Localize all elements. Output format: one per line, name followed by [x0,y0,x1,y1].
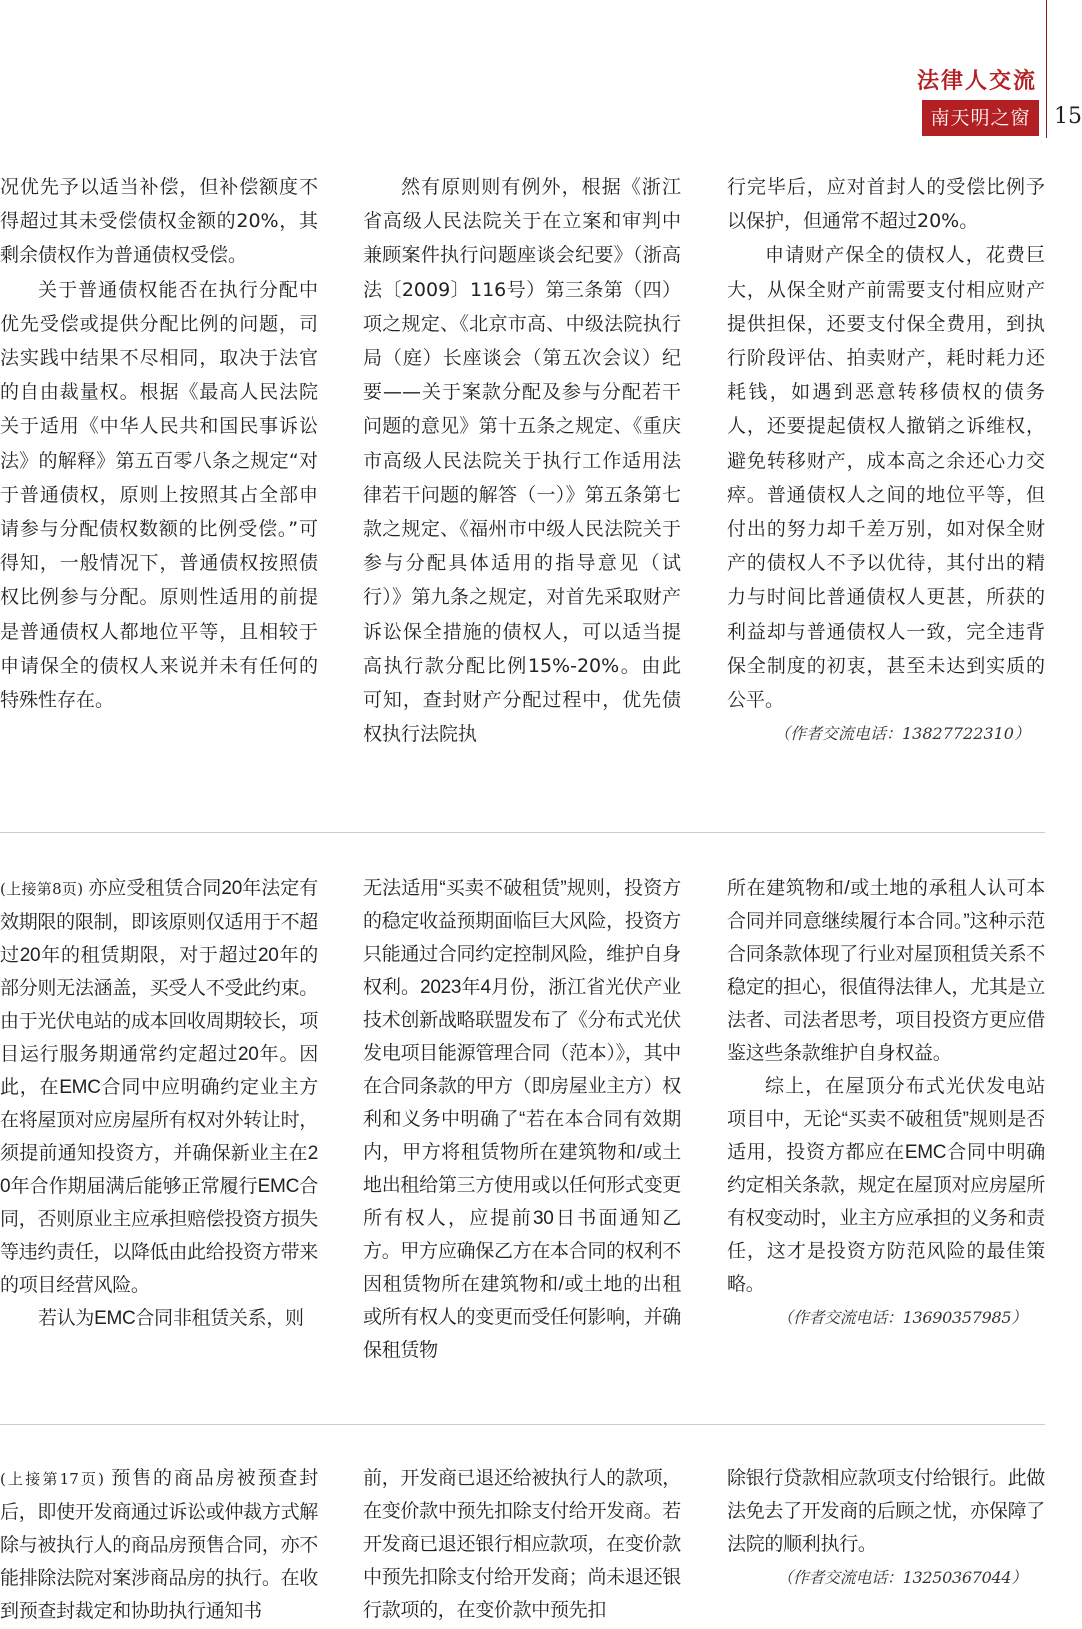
paragraph: 若认为EMC合同非租赁关系，则 [38,1308,304,1329]
paragraph: 申请财产保全的债权人，花费巨大，从保全财产前需要支付相应财产提供担保，还要支付保全费用，到执行阶段评估、拍卖财产，耗时耗力还耗钱，如遇到恶意转移债权的债务人，还要提起债权人撤销之诉维权，避免转移财产，成本高之余还心力交瘁。普通债权人之间的地位平等，但付出的努力却千差万别，如对保全财产的债权人不予以优待，其付出的精力与时间比普通债权人更甚，所获的利益却与普通债权人一致，完全违背保全制度的初衷，甚至未达到实质的公平。 [727,244,1045,712]
paragraph: 关于普通债权能否在执行分配中优先受偿或提供分配比例的问题，司法实践中结果不尽相同，取决于法官的自由裁量权。根据《最高人民法院关于适用《中华人民共和国民事诉讼法》的解释》第五百零八条之规定“对于普通债权，原则上按照其占全部申请参与分配债权数额的比例受偿。”可得知，一般情况下，普通债权按照债权比例参与分配。原则性适用的前提是普通债权人都地位平等，且相较于申请保全的债权人来说并未有任何的特殊性存在。 [0,278,318,712]
paragraph-text: 亦应受租赁合同20年法定有效期限的限制，即该原则仅适用于不超过20年的租赁期限，对于超过20年的部分则无法涵盖，买受人不受此约束。由于光伏电站的成本回收周期较长，项目运行服务期通常约定超过20年。因此，在EMC合同中应明确约定业主方在将屋顶对应房屋所有权对外转让时，须提前通知投资方，并确保新业主在20年合作期届满后能够正常履行EMC合同，否则原业主应承担赔偿投资方损失等违约责任，以降低由此给投资方带来的项目经营风险。 [0,878,318,1296]
author-contact: （作者交流电话：13827722310） [774,724,1030,744]
header-vertical-rule [1046,0,1047,138]
paragraph [0,1462,318,1628]
column-name-badge: 南天明之窗 [922,100,1039,136]
paragraph: 综上，在屋顶分布式光伏发电站项目中，无论“买卖不破租赁”规则是否适用，投资方都应在EMC合同中明确约定相关条款，规定在屋顶对应房屋所有权变动时，业主方应承担的义务和责任，这才是投资方防范风险的最佳策略。 [727,1076,1045,1295]
article-3-column-3 [727,1462,1045,1594]
article-2-column-1 [0,872,318,1335]
continued-from-label: (上接第17页) [0,1470,104,1488]
author-contact: （作者交流电话：13690357985） [777,1308,1027,1327]
article-divider [0,832,1045,833]
article-1-column-2 [363,170,681,751]
paragraph [0,872,318,1302]
article-divider [0,1424,1045,1425]
article-1-column-3 [727,170,1045,751]
paragraph: 前，开发商已退还给被执行人的款项，在变价款中预先扣除支付给开发商。若开发商已退还银行相应款项，在变价款中预先扣除支付给开发商；尚未退还银行款项的，在变价款中预先扣 [363,1468,681,1621]
paragraph: 行完毕后，应对首封人的受偿比例予以保护，但通常不超过20%。 [727,176,1045,233]
article-1-column-1 [0,170,318,717]
paragraph: 无法适用“买卖不破租赁”规则，投资方的稳定收益预期面临巨大风险，投资方只能通过合同约定控制风险，维护自身权利。2023年4月份，浙江省光伏产业技术创新战略联盟发布了《分布式光伏发电项目能源管理合同（范本）》，其中在合同条款的甲方（即房屋业主方）权利和义务中明确了“若在本合同有效期内，甲方将租赁物所在建筑物和/或土地出租给第三方使用或以任何形式变更所有权人，应提前30日书面通知乙方。甲方应确保乙方在本合同的权利不因租赁物所在建筑物和/或土地的出租或所有权人的变更而受任何影响，并确保租赁物 [363,878,681,1361]
paragraph: 所在建筑物和/或土地的承租人认可本合同并同意继续履行本合同。”这种示范合同条款体现了行业对屋顶租赁关系不稳定的担心，很值得法律人，尤其是立法者、司法者思考，项目投资方更应借鉴这些条款维护自身权益。 [727,878,1045,1064]
paragraph-text: 预售的商品房被预查封后，即使开发商通过诉讼或仲裁方式解除与被执行人的商品房预售合同，亦不能排除法院对案涉商品房的执行。在收到预查封裁定和协助执行通知书 [0,1468,318,1622]
page-number: 15 [1054,104,1082,129]
paragraph: 然有原则则有例外，根据《浙江省高级人民法院关于在立案和审判中兼顾案件执行问题座谈会纪要》（浙高法〔2009〕116号）第三条第（四）项之规定、《北京市高、中级法院执行局（庭）长座谈会（第五次会议）纪要——关于案款分配及参与分配若干问题的意见》第十五条之规定、《重庆市高级人民法院关于执行工作适用法律若干问题的解答（一）》第五条第七款之规定、《福州市中级人民法院关于参与分配具体适用的指导意见（试行）》第九条之规定，对首先采取财产诉讼保全措施的债权人，可以适当提高执行款分配比例15%-20%。由此可知，查封财产分配过程中，优先债权执行法院执 [363,176,681,746]
section-title: 法律人交流 [916,69,1037,94]
continued-from-label: (上接第8页) [0,880,84,898]
paragraph: 况优先予以适当补偿，但补偿额度不得超过其未受偿债权金额的20%，其剩余债权作为普通债权受偿。 [0,176,318,267]
article-3-column-1 [0,1462,318,1628]
article-2-column-3 [727,872,1045,1334]
paragraph: 除银行贷款相应款项支付给银行。此做法免去了开发商的后顾之忧，亦保障了法院的顺利执行。 [727,1468,1045,1555]
article-2-column-2 [363,872,681,1367]
article-3-column-2 [363,1462,681,1627]
author-contact: （作者交流电话：13250367044） [777,1568,1027,1587]
